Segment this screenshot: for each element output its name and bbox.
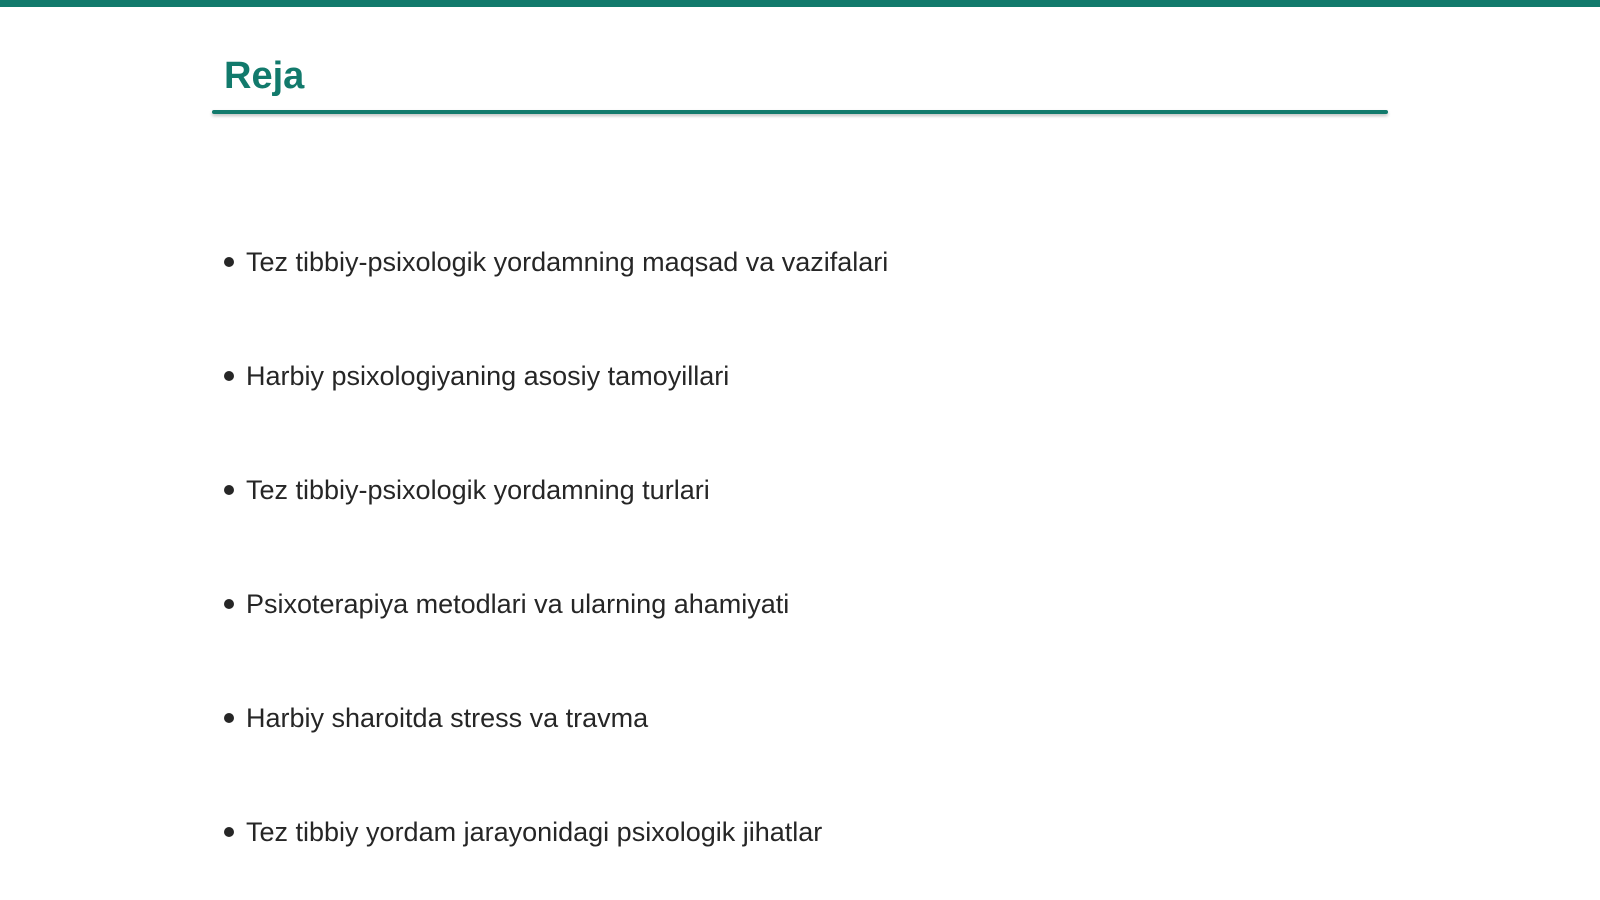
top-accent-bar	[0, 0, 1600, 7]
agenda-item-text: Harbiy sharoitda stress va travma	[246, 702, 649, 733]
agenda-item-text: Tez tibbiy yordam jarayonidagi psixologik jihatlar	[246, 816, 823, 847]
agenda-item	[224, 661, 888, 775]
agenda-item-text: Harbiy psixologiyaning asosiy tamoyillari	[246, 360, 730, 391]
agenda-item-text: Psixoterapiya metodlari va ularning ahamiyati	[246, 588, 790, 619]
bullet-icon	[224, 371, 234, 381]
bullet-icon	[224, 713, 234, 723]
bullet-icon	[224, 485, 234, 495]
agenda-item	[224, 775, 888, 889]
title-underline	[212, 110, 1388, 114]
agenda-item-text: Tez tibbiy-psixologik yordamning turlari	[246, 474, 710, 505]
agenda-item	[224, 433, 888, 547]
agenda-item	[224, 205, 888, 319]
agenda-item-text: Tez tibbiy-psixologik yordamning maqsad va vazifalari	[246, 246, 889, 277]
bullet-icon	[224, 827, 234, 837]
agenda-item	[224, 547, 888, 661]
slide-title: Reja	[224, 55, 305, 97]
bullet-icon	[224, 257, 234, 267]
agenda-item	[224, 319, 888, 433]
agenda-list	[224, 205, 888, 889]
bullet-icon	[224, 599, 234, 609]
